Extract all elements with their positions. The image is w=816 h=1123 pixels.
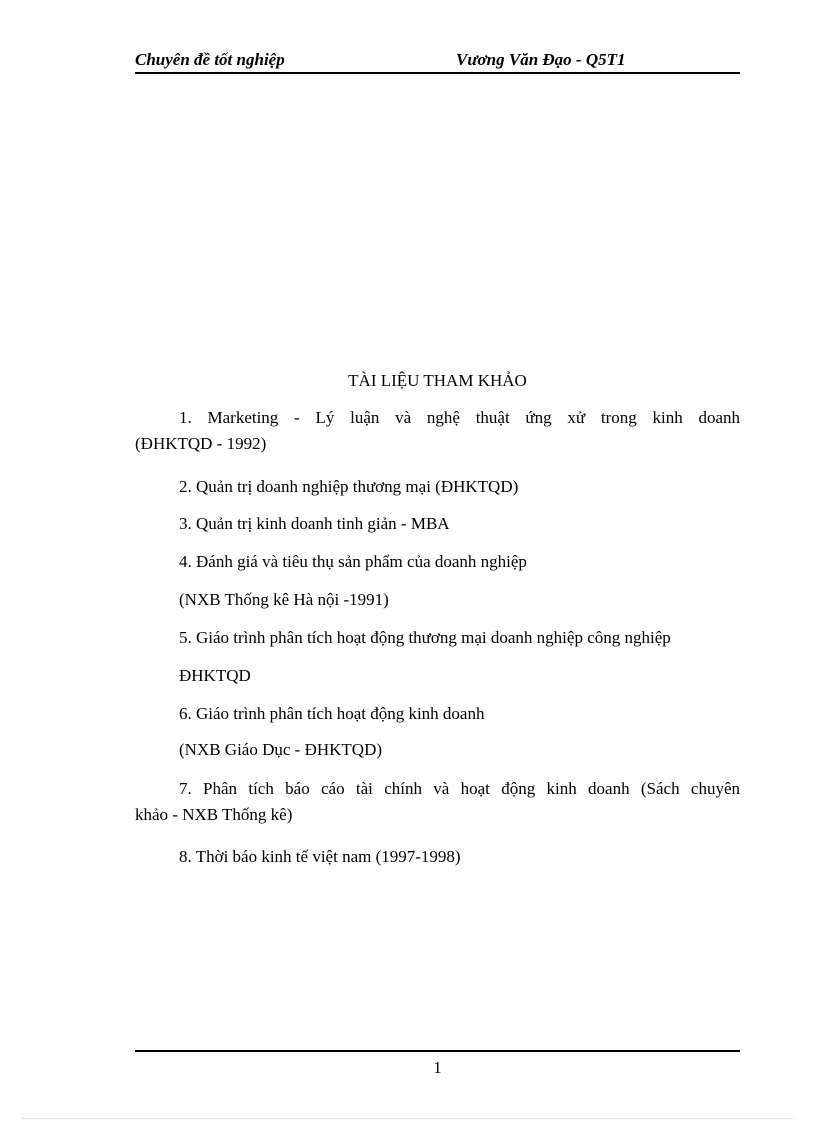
reference-item-6-publisher: (NXB Giáo Dục - ĐHKTQD) — [179, 740, 383, 759]
reference-line: 7. Phân tích báo cáo tài chính và hoạt động kinh doanh (Sách chuyên — [179, 779, 740, 798]
page-number: 1 — [433, 1058, 442, 1077]
references-title: TÀI LIỆU THAM KHẢO — [348, 371, 527, 390]
footer-rule — [135, 1050, 740, 1052]
reference-item-3: 3. Quản trị kinh doanh tinh giản - MBA — [179, 514, 450, 533]
reference-item-5-publisher: ĐHKTQD — [179, 666, 251, 685]
reference-line: 1. Marketing - Lý luận và nghệ thuật ứng xử trong kinh doanh — [179, 408, 740, 427]
page-header — [135, 48, 740, 74]
header-author: Vương Văn Đạo - Q5T1 — [456, 50, 626, 69]
reference-item-4-publisher: (NXB Thống kê Hà nội -1991) — [179, 590, 389, 609]
reference-item-2: 2. Quản trị doanh nghiệp thương mại (ĐHKTQD) — [179, 477, 519, 496]
reference-item-6: 6. Giáo trình phân tích hoạt động kinh doanh — [179, 704, 485, 723]
reference-item-8: 8. Thời báo kinh tế việt nam (1997-1998) — [179, 847, 461, 866]
reference-item-4: 4. Đánh giá và tiêu thụ sản phẩm của doanh nghiệp — [179, 552, 527, 571]
reference-line-continuation: khảo - NXB Thống kê) — [135, 805, 293, 824]
reference-item-5: 5. Giáo trình phân tích hoạt động thương mại doanh nghiệp công nghiệp — [179, 628, 671, 647]
header-document-type: Chuyên đề tốt nghiệp — [135, 50, 285, 69]
reference-line-continuation: (ĐHKTQD - 1992) — [135, 434, 267, 453]
reference-item-7 — [135, 776, 740, 828]
page-edge-divider — [22, 1118, 794, 1119]
reference-item-1 — [135, 405, 740, 457]
